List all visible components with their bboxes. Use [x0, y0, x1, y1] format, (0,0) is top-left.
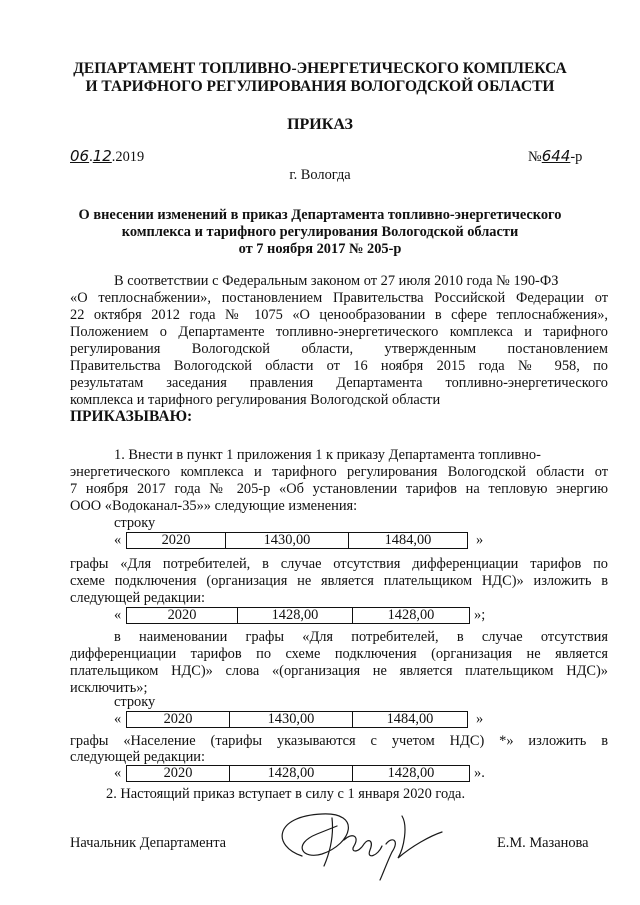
item1-line: ООО «Водоканал-35»» следующие изменения:: [70, 498, 358, 514]
signatory-position: Начальник Департамента: [70, 835, 227, 851]
preamble-line: регулирования Вологодской области, утвержденным постановлением: [70, 341, 608, 357]
doc-number-value: 644: [541, 147, 571, 165]
preamble-line: Правительства Вологодской области от 16 ноября 2015 года № 958, по: [70, 358, 608, 374]
cell-value-1: 1430,00: [225, 532, 349, 549]
cell-value-1: 1428,00: [237, 607, 353, 624]
date-year: .2019: [111, 149, 145, 165]
header-line-2: И ТАРИФНОГО РЕГУЛИРОВАНИЯ ВОЛОГОДСКОЙ ОБЛАСТИ: [85, 78, 555, 95]
item1-line: энергетического комплекса и тарифного регулирования Вологодской области от: [70, 464, 608, 480]
date-month: 12: [92, 147, 112, 165]
title-line-1: О внесении изменений в приказ Департамента топливно-энергетического: [78, 207, 562, 223]
para-a-line: графы «Для потребителей, в случае отсутствия дифференциации тарифов по: [70, 556, 608, 572]
para-a-line: следующей редакции:: [70, 590, 205, 606]
preamble-line: Положением о Департаменте топливно-энергетического комплекса и тарифного: [70, 324, 608, 340]
doc-type: ПРИКАЗ: [287, 116, 353, 133]
title-line-2: комплекса и тарифного регулирования Вологодской области: [121, 224, 519, 240]
row-word: строку: [114, 694, 156, 710]
tariff-table-row: « 2020 1430,00 1484,00 »: [114, 711, 484, 727]
cell-value-1: 1428,00: [229, 765, 353, 782]
para-a-line: схеме подключения (организация не является плательщиком НДС)» изложить в: [70, 573, 608, 589]
para-b-line: плательщиком НДС)» слова «(организация не является плательщиком НДС)»: [70, 663, 608, 679]
cell-year: 2020: [126, 711, 230, 728]
para-b-line: дифференциации тарифов по схеме подключения (организация не является: [70, 646, 608, 662]
cell-year: 2020: [126, 607, 238, 624]
header-line-1: ДЕПАРТАМЕНТ ТОПЛИВНО-ЭНЕРГЕТИЧЕСКОГО КОМПЛЕКСА: [73, 60, 567, 77]
preamble-line: «О теплоснабжении», постановлением Правительства Российской Федерации от: [70, 290, 608, 306]
order-word: ПРИКАЗЫВАЮ:: [70, 408, 193, 425]
preamble-line: 22 октября 2012 года № 1075 «О ценообразовании в сфере теплоснабжения»,: [70, 307, 608, 323]
doc-number: №644-р: [528, 147, 583, 165]
doc-date: 06.12.2019: [70, 147, 145, 165]
cell-value-2: 1484,00: [348, 532, 468, 549]
date-day: 06: [70, 147, 90, 165]
cell-value-1: 1430,00: [229, 711, 353, 728]
cell-year: 2020: [126, 765, 230, 782]
row-word: строку: [114, 515, 156, 531]
preamble-line: результатам заседания правления Департамента топливно-энергетического: [70, 375, 608, 391]
item1-line: 1. Внести в пункт 1 приложения 1 к приказу Департамента топливно-: [114, 447, 541, 463]
city: г. Вологда: [289, 167, 351, 183]
tariff-table-row: « 2020 1428,00 1428,00 »;: [114, 607, 486, 623]
para-b-line: исключить»;: [70, 680, 148, 696]
para-c-line: графы «Население (тарифы указываются с учетом НДС) *» изложить в: [70, 733, 608, 749]
para-b-line: в наименовании графы «Для потребителей, в случае отсутствия: [114, 629, 608, 645]
cell-year: 2020: [126, 532, 226, 549]
item1-line: 7 ноября 2017 года № 205-р «Об установлении тарифов на тепловую энергию: [70, 481, 608, 497]
title-line-3: от 7 ноября 2017 № 205-р: [238, 241, 402, 257]
signatory-name: Е.М. Мазанова: [497, 835, 589, 851]
para-c-line: следующей редакции:: [70, 749, 205, 765]
tariff-table-row: « 2020 1428,00 1428,00 ».: [114, 765, 485, 781]
cell-value-2: 1428,00: [352, 765, 470, 782]
item2-line: 2. Настоящий приказ вступает в силу с 1 января 2020 года.: [106, 786, 466, 802]
preamble-line: комплекса и тарифного регулирования Вологодской области: [70, 392, 441, 408]
cell-value-2: 1428,00: [352, 607, 470, 624]
preamble-line: В соответствии с Федеральным законом от 27 июля 2010 года № 190-ФЗ: [114, 273, 559, 289]
cell-value-2: 1484,00: [352, 711, 468, 728]
tariff-table-row: « 2020 1430,00 1484,00 »: [114, 532, 484, 548]
handwritten-signature: [262, 796, 452, 882]
